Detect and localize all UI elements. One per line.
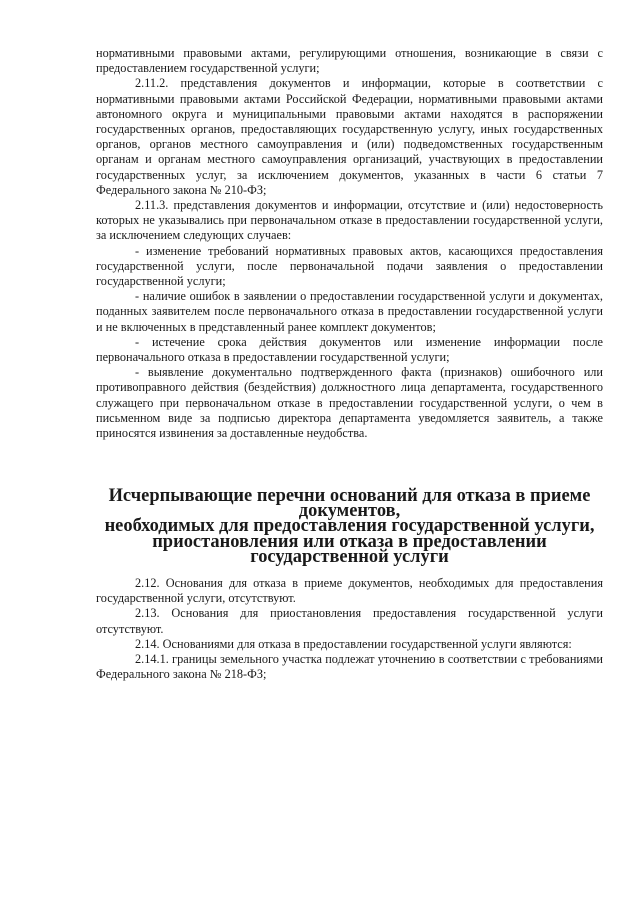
paragraph-2-13: 2.13. Основания для приостановления предоставления государственной услуги отсутствуют. [96,606,603,636]
heading-line: приостановления или отказа в предоставлении [152,530,547,551]
paragraph-2-14-1: 2.14.1. границы земельного участка подлежат уточнению в соответствии с требованиями Федерального закона № 218-ФЗ; [96,652,603,682]
list-item-application-errors: - наличие ошибок в заявлении о предоставлении государственной услуги и документах, поданных заявителем после первоначального отказа в предоставлении государственной услуги и не включенных в представленный ранее комплект документов; [96,289,603,334]
body-text-bottom [96,576,603,682]
paragraph-2-11-2: 2.11.2. представления документов и информации, которые в соответствии с нормативными правовыми актами Российской Федерации, нормативными правовыми актами автономного округа и муниципальными правовыми актами находятся в распоряжении государственных органов, предоставляющих государственную услугу, иных государственных органов, органов местного самоуправления и (или) подведомственных государственным органам и органам местного самоуправления организаций, участвующих в предоставлении государственных услуг, за исключением документов, указанных в части 6 статьи 7 Федерального закона № 210-ФЗ; [96,76,603,197]
list-item-official-error: - выявление документально подтвержденного факта (признаков) ошибочного или противоправного действия (бездействия) должностного лица департамента, государственного служащего при первоначальном отказе в предоставлении государственной услуги, о чем в письменном виде за подписью директора департамента уведомляется заявитель, а также приносятся извинения за доставленные неудобства. [96,365,603,441]
list-item-requirements-change: - изменение требований нормативных правовых актов, касающихся предоставления государственной услуги, после первоначальной подачи заявления о предоставлении государственной услуги; [96,243,603,289]
paragraph-2-11-3: 2.11.3. представления документов и информации, отсутствие и (или) недостоверность которых не указывались при первоначальном отказе в предоставлении государственной услуги, за исключением следующих случаев: [96,198,603,243]
paragraph-2-12: 2.12. Основания для отказа в приеме документов, необходимых для предоставления государственной услуги, отсутствуют. [96,576,603,606]
heading-line: государственной услуги [250,545,449,566]
heading-line: Исчерпывающие перечни оснований для отказа в приеме документов, [108,485,591,521]
heading-line: необходимых для предоставления государственной услуги, [104,515,595,536]
paragraph-2-14: 2.14. Основаниями для отказа в предоставлении государственной услуги являются: [135,636,572,651]
body-text-top [96,46,603,441]
list-item-document-expiry: - истечение срока действия документов или изменение информации после первоначального отказа в предоставлении государственной услуги; [96,334,603,365]
section-heading [96,485,603,566]
paragraph: нормативными правовыми актами, регулирующими отношения, возникающие в связи с предоставлением государственной услуги; [96,46,603,76]
